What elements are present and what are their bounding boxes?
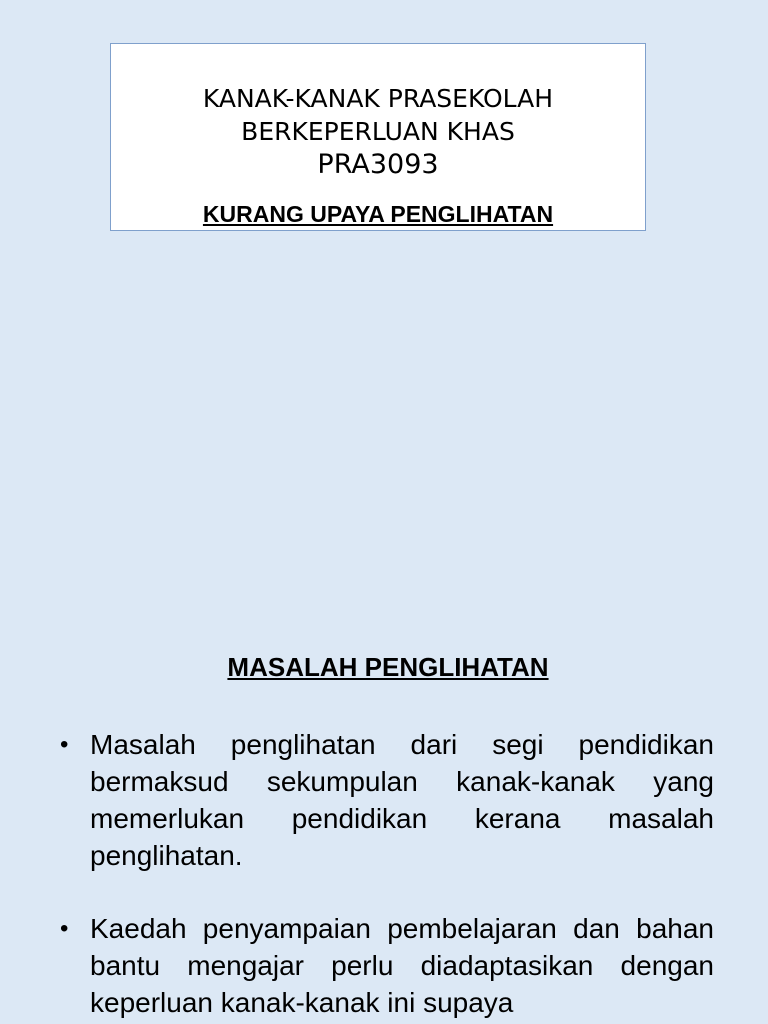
bullet-item-2 [60, 910, 714, 1021]
section-heading: MASALAH PENGLIHATAN [227, 652, 549, 682]
bullet-text-2: Kaedah penyampaian pembelajaran dan bahan bantu mengajar perlu diadaptasikan dengan keperluan kanak-kanak ini supaya [90, 913, 714, 1018]
bullet-text-1: Masalah penglihatan dari segi pendidikan bermaksud sekumpulan kanak-kanak yang memerlukan pendidikan kerana masalah penglihatan. [90, 729, 714, 871]
course-code: PRA3093 [317, 149, 439, 180]
bullet-icon: • [60, 731, 69, 758]
bullet-list [60, 726, 714, 1024]
title-box [110, 43, 646, 231]
bullet-item-1 [60, 726, 714, 874]
title-line-1: KANAK-KANAK PRASEKOLAH [202, 84, 554, 113]
title-lines [111, 82, 645, 182]
bullet-icon: • [60, 915, 69, 942]
title-line-2: BERKEPERLUAN KHAS [241, 117, 515, 146]
slide-subtitle: KURANG UPAYA PENGLIHATAN [202, 201, 554, 227]
